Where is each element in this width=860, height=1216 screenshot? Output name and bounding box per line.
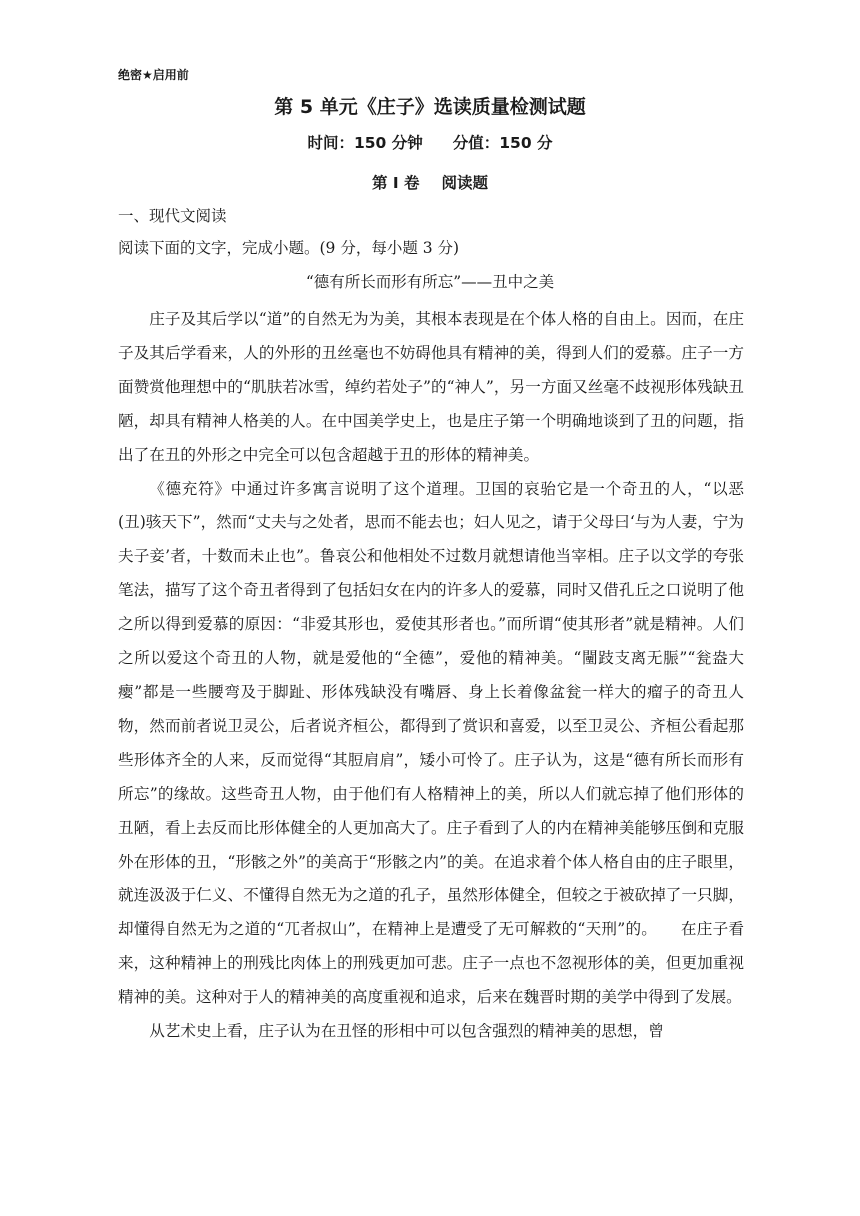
total-score: 分值：150 分 bbox=[452, 134, 553, 152]
time-limit: 时间：150 分钟 bbox=[307, 134, 423, 152]
exam-info bbox=[0, 131, 860, 153]
part-heading: 一、现代文阅读 bbox=[118, 207, 227, 225]
section-heading bbox=[0, 171, 860, 193]
section-name: 阅读题 bbox=[441, 174, 489, 192]
article-body bbox=[118, 303, 744, 1049]
page-title: 第 5 单元《庄子》选读质量检测试题 bbox=[274, 96, 586, 118]
confidential-label: 绝密★启用前 bbox=[118, 68, 189, 82]
article-title: “德有所长而形有所忘”——丑中之美 bbox=[305, 273, 555, 291]
section-volume: 第 I 卷 bbox=[371, 174, 420, 192]
paragraph: 从艺术史上看，庄子认为在丑怪的形相中可以包含强烈的精神美的思想，曾 bbox=[149, 1022, 664, 1041]
paragraph: 《德充符》中通过许多寓言说明了这个道理。卫国的哀骀它是一个奇丑的人，“以恶(丑)骇天下”，然而“丈夫与之处者，思而不能去也；妇人见之，请于父母曰‘与为人妻，宁为夫子妾’者，十数而未止也”。鲁哀公和他相处不过数月就想请他当宰相。庄子以文学的夸张笔法，描写了这个奇丑者得到了包括妇女在内的许多人的爱慕，同时又借孔丘之口说明了他之所以得到爱慕的原因：“非爱其形也，爱使其形者也。”而所谓“使其形者”就是精神。人们之所以爱这个奇丑的人物，就是爱他的“全德”，爱他的精神美。“闉跂支离无脤”“瓮盎大瘿”都是一些腰弯及于脚趾、形体残缺没有嘴唇、身上长着像盆瓮一样大的瘤子的奇丑人物，然而前者说卫灵公，后者说齐桓公，都得到了赏识和喜爱，以至卫灵公、齐桓公看起那些形体齐全的人来，反而觉得“其脰肩肩”，矮小可怜了。庄子认为，这是“德有所长而形有所忘”的缘故。这些奇丑人物，由于他们有人格精神上的美，所以人们就忘掉了他们形体的丑陋，看上去反而比形体健全的人更加高大了。庄子看到了人的内在精神美能够压倒和克服外在形体的丑，“形骸之外”的美高于“形骸之内”的美。在追求着个体人格自由的庄子眼里，就连汲汲于仁义、不懂得自然无为之道的孔子，虽然形体健全，但较之于被砍掉了一只脚，却懂得自然无为之道的“兀者叔山”，在精神上是遭受了无可解救的“天刑”的。 在庄子看来，这种精神上的刑残比肉体上的刑残更加可悲。庄子一点也不忽视形体的美，但更加重视精神的美。这种对于人的精神美的高度重视和追求，后来在魏晋时期的美学中得到了发展。 bbox=[118, 479, 744, 1007]
reading-instruction: 阅读下面的文字，完成小题。(9 分，每小题 3 分) bbox=[118, 239, 460, 257]
paragraph: 庄子及其后学以“道”的自然无为为美，其根本表现是在个体人格的自由上。因而，在庄子及其后学看来，人的外形的丑丝毫也不妨碍他具有精神的美，得到人们的爱慕。庄子一方面赞赏他理想中的“肌肤若冰雪，绰约若处子”的“神人”，另一方面又丝毫不歧视形体残缺丑陋，却具有精神人格美的人。在中国美学史上，也是庄子第一个明确地谈到了丑的问题，指出了在丑的外形之中完全可以包含超越于丑的形体的精神美。 bbox=[118, 310, 744, 464]
